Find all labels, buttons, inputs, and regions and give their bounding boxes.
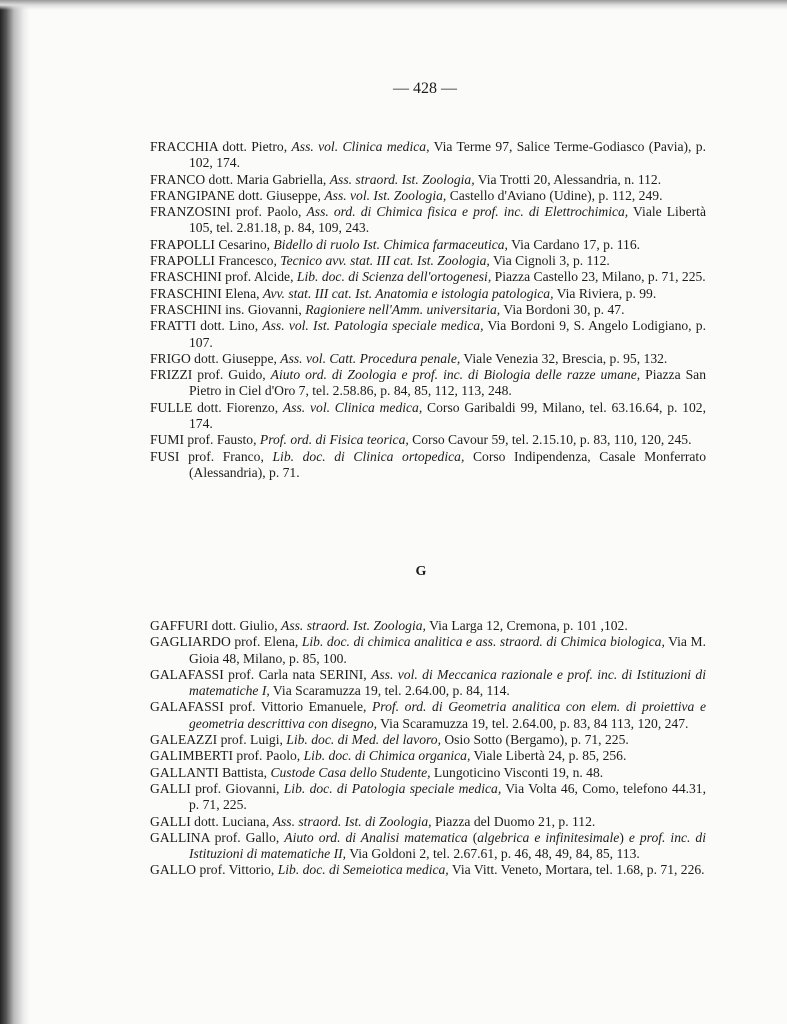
directory-entry — [150, 667, 706, 700]
scan-top-edge — [0, 0, 787, 10]
entry-details: Piazza Castello 23, Milano, p. 71, 225. — [491, 269, 706, 285]
directory-entry — [150, 188, 706, 204]
entry-name: FRASCHINI ins. Giovanni, — [150, 301, 306, 317]
entry-name: GAGLIARDO prof. Elena, — [150, 634, 302, 650]
entry-name: FRIZZI prof. Guido, — [150, 367, 271, 383]
section-letter-heading: G — [415, 564, 427, 579]
entry-details: Corso Garibaldi 99, Milano, tel. 63.16.64, p. 102, 174. — [189, 399, 706, 432]
entry-name: FRANGIPANE dott. Giuseppe, — [150, 187, 325, 203]
entry-position: Lib. doc. di Chimica organica, — [303, 748, 471, 764]
directory-entry — [150, 139, 706, 172]
directory-entry — [150, 269, 706, 285]
entry-details: Via Larga 12, Cremona, p. 101 ,102. — [425, 618, 628, 633]
entry-name: FULLE dott. Fiorenzo, — [150, 399, 283, 415]
entry-position: Avv. stat. III cat. Ist. Anatomia e istologia patologica, — [262, 285, 554, 301]
entry-details: Castello d'Aviano (Udine), p. 112, 249. — [446, 187, 663, 203]
entry-position: Lib. doc. di Clinica ortopedica, — [272, 448, 465, 464]
entry-name: GALIMBERTI prof. Paolo, — [150, 748, 304, 764]
entry-position: Lib. doc. di Med. del lavoro, — [286, 732, 441, 748]
entry-details: Via M. Gioia 48, Milano, p. 85, 100. — [189, 634, 706, 666]
entry-name: GAFFURI dott. Giulio, — [150, 618, 282, 633]
directory-entry — [150, 302, 706, 318]
entry-name: GALLINA prof. Gallo, — [150, 829, 285, 845]
entry-name: GALLO prof. Vittorio, — [150, 862, 278, 878]
entry-details: Via Vitt. Veneto, Mortara, tel. 1.68, p. 71, 226. — [448, 862, 705, 878]
entry-position: Ass. vol. Catt. Procedura penale, — [280, 350, 461, 366]
directory-entry — [150, 204, 706, 237]
entry-position: Ass. vol. di Meccanica razionale e prof. inc. di Istituzioni di matematiche I, — [189, 666, 706, 699]
entry-details: Via Scaramuzza 19, tel. 2.64.00, p. 83, 84 113, 120, 247. — [377, 715, 689, 731]
entry-name: FRASCHINI Elena, — [150, 285, 263, 301]
entry-position: Ass. straord. Ist. di Zoologia, — [272, 813, 432, 829]
entry-name: FRATTI dott. Lino, — [150, 318, 263, 334]
entry-name: FRANCO dott. Maria Gabriella, — [150, 171, 330, 187]
entry-details: Viale Venezia 32, Brescia, p. 95, 132. — [460, 350, 668, 366]
entry-name: FRASCHINI prof. Alcide, — [150, 269, 297, 285]
directory-entry — [150, 286, 706, 302]
entry-name: GALAFASSI prof. Vittorio Emanuele, — [150, 699, 372, 715]
entry-details: Piazza del Duomo 21, p. 112. — [431, 813, 596, 829]
entry-details: Viale Libertà 24, p. 85, 256. — [470, 748, 627, 764]
entries-g-list — [150, 618, 706, 879]
directory-entry — [150, 172, 706, 188]
entry-details: Via Riviera, p. 99. — [553, 285, 657, 301]
directory-entry — [150, 253, 706, 269]
entry-position: Lib. doc. di Semeiotica medica, — [277, 862, 449, 878]
directory-entry — [150, 432, 706, 448]
entry-position: Lib. doc. di Patologia speciale medica, — [283, 780, 502, 796]
entry-name: GALLANTI Battista, — [150, 764, 271, 780]
entry-name: FUSI prof. Franco, — [150, 448, 273, 464]
directory-entry — [150, 862, 706, 878]
directory-entry — [150, 449, 706, 482]
entry-details: Via Trotti 20, Alessandria, n. 112. — [474, 171, 662, 187]
entry-position: e prof. inc. di Istituzioni di matematiche II, — [189, 829, 706, 862]
entry-name: FRACCHIA dott. Pietro, — [150, 139, 292, 154]
entry-position: Tecnico avv. stat. III cat. Ist. Zoologia, — [280, 253, 490, 269]
directory-entry — [150, 237, 706, 253]
entry-details: Via Scaramuzza 19, tel. 2.64.00, p. 84, 114. — [269, 683, 510, 699]
entry-position: Aiuto ord. di Zoologia e prof. inc. di Biologia delle razze umane, — [270, 367, 641, 383]
entry-name: GALLI prof. Giovanni, — [150, 780, 284, 796]
entry-position: Ragioniere nell'Amm. universitaria, — [305, 301, 501, 317]
entry-details: Piazza San Pietro in Ciel d'Oro 7, tel. 2.58.86, p. 84, 85, 112, 113, 248. — [189, 367, 706, 399]
entry-position: Prof. ord. di Fisica teorica, — [259, 432, 409, 448]
entry-name: GALLI dott. Luciana, — [150, 813, 273, 829]
entry-details: Via Cardano 17, p. 116. — [507, 236, 641, 252]
entry-position: Aiuto ord. di Analisi matematica — [284, 829, 468, 845]
entries-f-list — [150, 139, 706, 481]
entry-position: Prof. ord. di Geometria analitica con elem. di proiettiva e geometria descrittiva con disegno, — [189, 699, 706, 731]
entry-position: Bidello di ruolo Ist. Chimica farmaceutica, — [273, 236, 508, 252]
entry-details: Via Goldoni 2, tel. 2.67.61, p. 46, 48, 49, 84, 85, 113. — [346, 846, 640, 862]
directory-entry — [150, 318, 706, 351]
entry-name: FRANZOSINI prof. Paolo, — [150, 204, 307, 220]
entry-position: Ass. straord. Ist. Zoologia, — [281, 618, 426, 633]
entry-position: algebrica e infinitesimale — [477, 829, 620, 845]
directory-entry — [150, 748, 706, 764]
entry-details: Via Bordoni 9, S. Angelo Lodigiano, p. 107. — [189, 318, 706, 350]
entry-position: Ass. vol. Clinica medica, — [291, 139, 430, 154]
directory-entry — [150, 634, 706, 667]
directory-entry — [150, 781, 706, 814]
entry-position: Ass. vol. Ist. Zoologia, — [324, 187, 447, 203]
entry-position: Ass. ord. di Chimica fisica e prof. inc. di Elettrochimica, — [306, 204, 629, 220]
entry-name: FRIGO dott. Giuseppe, — [150, 350, 281, 366]
entry-name: FRAPOLLI Francesco, — [150, 253, 281, 269]
directory-entry — [150, 351, 706, 367]
page-number: — 428 — — [393, 80, 457, 97]
entry-details: Via Terme 97, Salice Terme-Godiasco (Pavia), p. 102, 174. — [189, 139, 706, 171]
entry-name: FRAPOLLI Cesarino, — [150, 236, 274, 252]
entry-details: ( — [467, 829, 478, 845]
directory-entry — [150, 699, 706, 732]
entry-position: Custode Casa dello Studente, — [270, 764, 431, 780]
entry-position: Ass. straord. Ist. Zoologia, — [329, 171, 475, 187]
directory-entry — [150, 400, 706, 433]
entry-details: Corso Indipendenza, Casale Monferrato (Alessandria), p. 71. — [189, 448, 707, 480]
entry-name: GALAFASSI prof. Carla nata SERINI, — [150, 666, 372, 682]
entry-position: Lib. doc. di Scienza dell'ortogenesi, — [296, 269, 492, 285]
entry-details: Via Cignoli 3, p. 112. — [489, 253, 610, 269]
directory-entry — [150, 830, 706, 863]
directory-entry — [150, 367, 706, 400]
directory-entry — [150, 732, 706, 748]
entry-details: Via Bordoni 30, p. 47. — [500, 301, 625, 317]
entry-position: Lib. doc. di chimica analitica e ass. straord. di Chimica biologica, — [301, 634, 665, 650]
entry-details: Viale Libertà 105, tel. 2.81.18, p. 84, 109, 243. — [189, 204, 706, 236]
entry-position: Ass. vol. Ist. Patologia speciale medica, — [262, 318, 484, 334]
entry-details: Lungoticino Visconti 19, n. 48. — [430, 764, 604, 780]
entry-details: Corso Cavour 59, tel. 2.15.10, p. 83, 110, 120, 245. — [408, 432, 692, 448]
entry-name: GALEAZZI prof. Luigi, — [150, 732, 287, 748]
entry-details: Osio Sotto (Bergamo), p. 71, 225. — [440, 732, 629, 748]
entry-position: Ass. vol. Clinica medica, — [282, 399, 423, 415]
directory-entry — [150, 618, 706, 634]
scan-left-edge — [0, 0, 30, 1024]
directory-entry — [150, 814, 706, 830]
directory-entry — [150, 765, 706, 781]
entry-details: Via Volta 46, Como, telefono 44.31, p. 71, 225. — [189, 780, 707, 813]
entry-name: FUMI prof. Fausto, — [150, 432, 260, 448]
entry-details: ) — [619, 829, 629, 845]
